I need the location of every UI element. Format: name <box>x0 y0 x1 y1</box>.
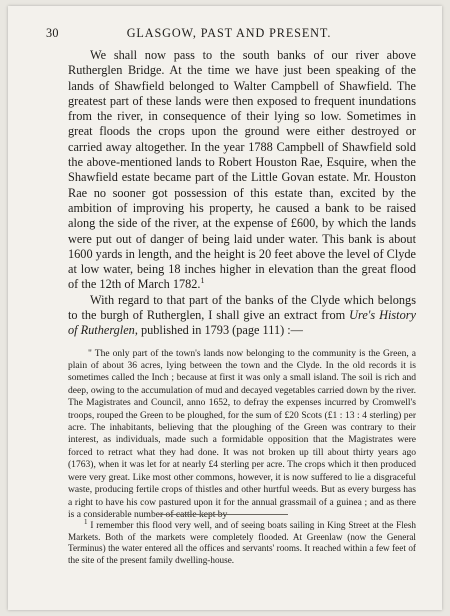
footnote-text: I remember this flood very well, and of seeing boats sailing in King Street at the Flesh Markets. Both of the markets were completely flooded. At Greenlaw (now the General Terminus) the water entered all the offices and servants' rooms. It reached within a few feet of the site of the present family dwelling-house. <box>68 520 416 565</box>
footnote-reference: 1 <box>200 276 205 286</box>
book-page <box>8 6 442 610</box>
paragraph-rutherglen-lead: With regard to that part of the banks of the Clyde which belongs to the burgh of Rutherglen, I shall give an extract from <box>68 292 416 323</box>
paragraph-shawfield <box>68 48 416 293</box>
footnote-divider <box>158 514 288 515</box>
footnote-marker: 1 <box>84 517 88 526</box>
footnote <box>68 517 416 566</box>
paragraph-shawfield-text: We shall now pass to the south banks of our river above Rutherglen Bridge. At the time we have just been speaking of the lands of Shawfield belonged to Walter Campbell of Shawfield. The greatest part of these lands were then exposed to frequent inundations from the river, in consequence of their lying so low. Sometimes in great floods the crops upon the ground were either destroyed or carried away altogether. In the year 1788 Campbell of Shawfield sold the above-mentioned lands to Robert Houston Rae, Esquire, when the Shawfield estate became part of the Little Govan estate. Mr. Houston Rae no sooner got possession of this estate than, excited by the ambition of improving his property, he caused a bank to be raised along the side of the river, at the expense of £600, by which the lands were put out of danger of being laid under water. This bank is about 1600 yards in length, and the height is 20 feet above the level of Clyde at low water, being 18 inches higher in elevation than the great flood of the 12th of March 1782. <box>68 48 416 292</box>
source-title: Ure's History of Rutherglen <box>68 308 416 338</box>
body-text <box>68 48 416 521</box>
paragraph-rutherglen <box>68 293 416 339</box>
block-quote: " The only part of the town's lands now belonging to the community is the Green, a plain of about 36 acres, lying between the town and the Clyde. In the old records it is sometimes called the Inch ; because at first it was only a small island. The soil is rich and deep, owing to the accumulation of mud and decayed vegetables carried down by the river. The Magistrates and Council, anno 1652, to defray the expenses incurred by Cromwell's troops, rouped the Green to be ploughed, for the sum of £20 Scots (£1 : 13 : 4 sterling) per acre. The inhabitants, believing that the ploughing of the Green was contrary to their interest, as individuals, made such a formidable opposition that the Magistrates were forced to retract what they had done. It was not broken up till about thirty years ago (1763), when it was let for at nearly £4 sterling per acre. The crops which it then produced were very great. Like most other commons, however, it is now suffered to lie a disgraceful waste, producing fertile crops of thistles and other hurtful weeds. But as every burgess has a right to have his cow pastured upon it for the annual grassmail of a guinea ; and as there is a considerable number of cattle kept by <box>68 347 416 520</box>
paragraph-rutherglen-tail: , published in 1793 (page 111) :— <box>134 323 303 338</box>
running-title: GLASGOW, PAST AND PRESENT. <box>126 26 332 40</box>
page-number: 30 <box>46 26 59 40</box>
